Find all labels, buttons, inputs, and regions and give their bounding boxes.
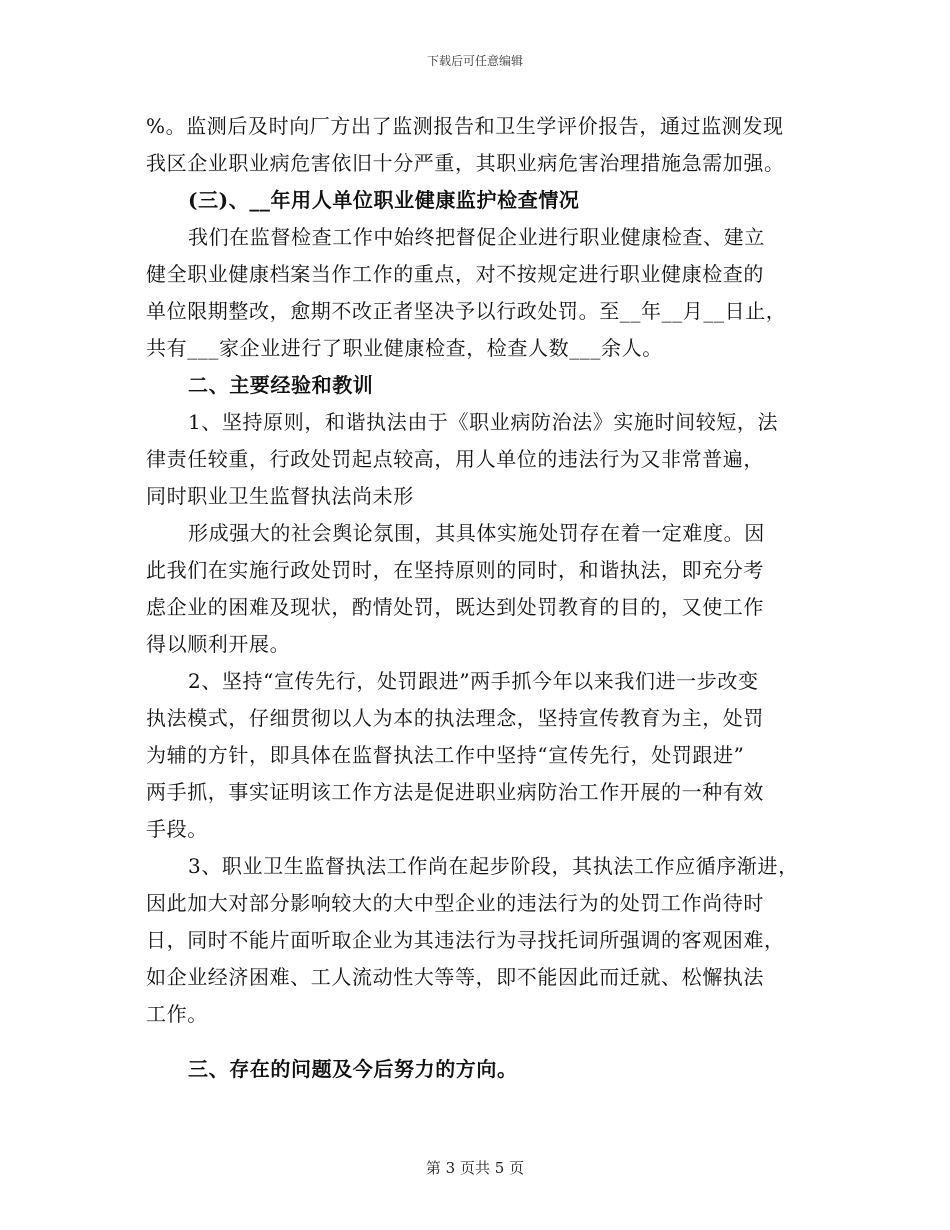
paragraph-line: 手段。 <box>146 817 208 841</box>
paragraph-line: 我区企业职业病危害依旧十分严重，其职业病危害治理措施急需加强。 <box>146 151 785 175</box>
page-number-footer: 第 3 页共 5 页 <box>425 1159 525 1177</box>
page-header: 下载后可任意编辑 <box>426 54 523 68</box>
paragraph-line: 因此加大对部分影响较大的大中型企业的违法行为的处罚工作尚待时 <box>146 891 764 915</box>
paragraph-line: 形成强大的社会舆论氛围，其具体实施处罚存在着一定难度。因 <box>188 521 765 545</box>
paragraph-line: %。监测后及时向厂方出了监测报告和卫生学评价报告，通过监测发现 <box>146 114 784 138</box>
section-heading-3: (三)、__年用人单位职业健康监护检查情况 <box>188 188 580 212</box>
paragraph-line: 得以顺利开展。 <box>146 632 291 656</box>
paragraph-line: 如企业经济困难、工人流动性大等等，即不能因此而迁就、松懈执法 <box>146 965 764 989</box>
paragraph-line: 3、职业卫生监督执法工作尚在起步阶段，其执法工作应循序渐进， <box>188 854 799 878</box>
paragraph-line: 健全职业健康档案当作工作的重点，对不按规定进行职业健康检查的 <box>146 262 764 286</box>
spacer <box>146 1033 826 1051</box>
paragraph-line: 为辅的方针，即具体在监督执法工作中坚持“宣传先行，处罚跟进” <box>146 743 745 767</box>
paragraph-line: 两手抓，事实证明该工作方法是促进职业病防治工作开展的一种有效 <box>146 780 764 804</box>
paragraph-line: 此我们在实施行政处罚时，在坚持原则的同时，和谐执法，即充分考 <box>146 558 764 582</box>
paragraph-line: 工作。 <box>146 1002 208 1026</box>
paragraph-line: 律责任较重，行政处罚起点较高，用人单位的违法行为又非常普遍， <box>146 447 764 471</box>
paragraph-line: 1、坚持原则，和谐执法由于《职业病防治法》实施时间较短，法 <box>188 410 779 434</box>
document-body <box>146 108 826 1088</box>
paragraph-line: 同时职业卫生监督执法尚未形 <box>146 484 414 508</box>
paragraph-line: 单位限期整改，愈期不改正者坚决予以行政处罚。至__年__月__日止， <box>146 299 787 323</box>
paragraph-line: 2、坚持“宣传先行，处罚跟进”两手抓今年以来我们进一步改变 <box>188 669 759 693</box>
paragraph-line: 日，同时不能片面听取企业为其违法行为寻找托词所强调的客观困难， <box>146 928 785 952</box>
paragraph-line: 执法模式，仔细贯彻以人为本的执法理念，坚持宣传教育为主，处罚 <box>146 706 764 730</box>
section-heading-problems: 三、存在的问题及今后努力的方向。 <box>188 1057 518 1081</box>
paragraph-line: 我们在监督检查工作中始终把督促企业进行职业健康检查、建立 <box>188 225 765 249</box>
paragraph-line: 虑企业的困难及现状，酌情处罚，既达到处罚教育的目的，又使工作 <box>146 595 764 619</box>
section-heading-experience: 二、主要经验和教训 <box>188 373 374 397</box>
paragraph-line: 共有___家企业进行了职业健康检查，检查人数___余人。 <box>146 336 663 360</box>
